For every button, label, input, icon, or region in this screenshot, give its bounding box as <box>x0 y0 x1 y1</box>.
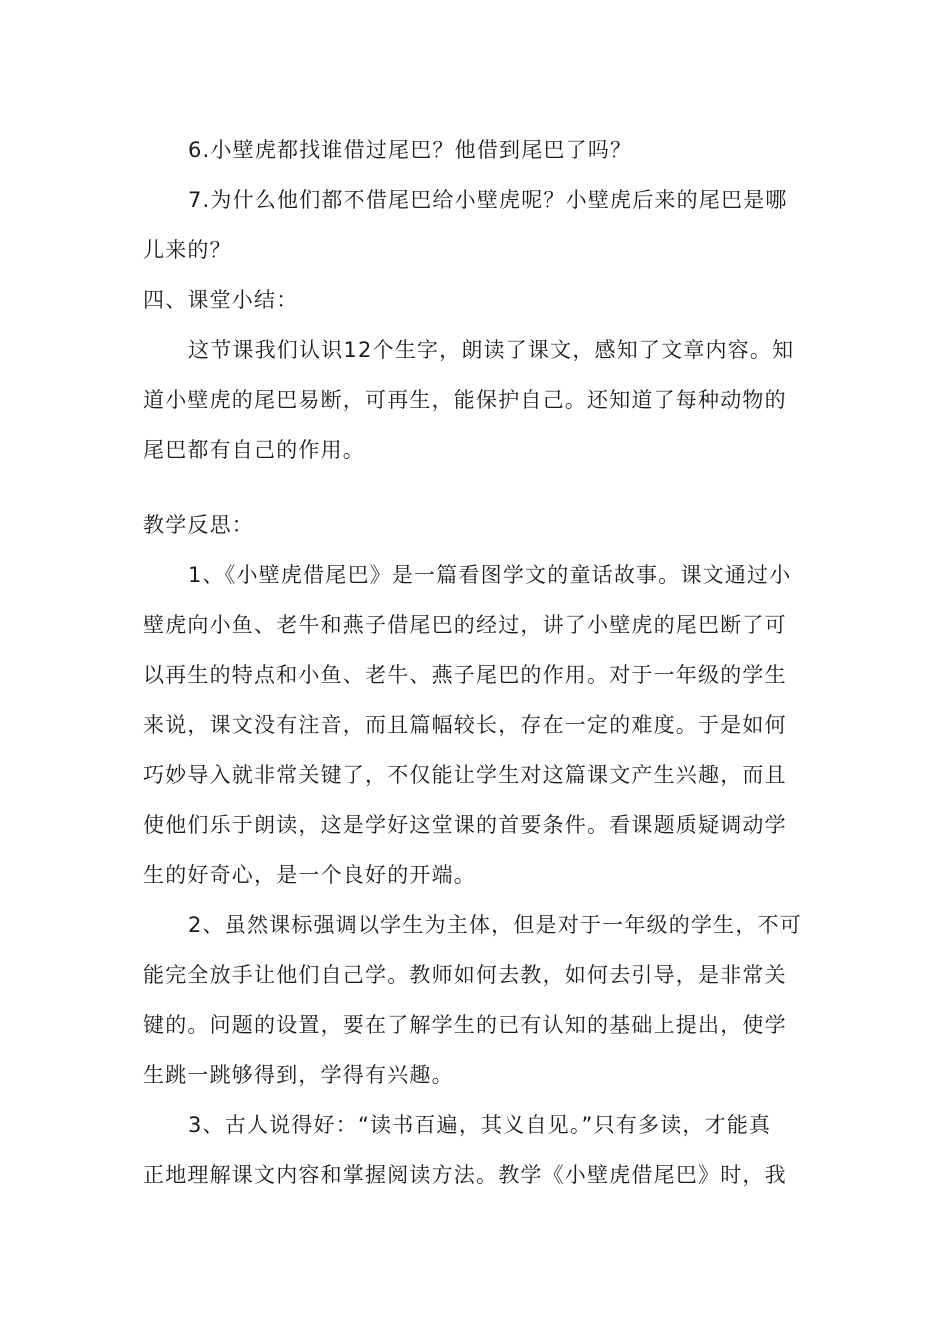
reflection-1-line-3: 以再生的特点和小鱼、老牛、燕子尾巴的作用。对于一年级的学生 <box>143 663 787 687</box>
reflection-1-line-5: 巧妙导入就非常关键了，不仅能让学生对这篇课文产生兴趣，而且 <box>143 763 787 787</box>
question-6: 6.小壁虎都找谁借过尾巴？他借到尾巴了吗？ <box>188 138 633 162</box>
section-heading-reflection: 教学反思： <box>143 513 254 537</box>
reflection-1-line-7: 生的好奇心，是一个良好的开端。 <box>143 863 476 887</box>
reflection-1-line-6: 使他们乐于朗读，这是学好这堂课的首要条件。看课题质疑调动学 <box>143 813 787 837</box>
reflection-2-line-4: 生跳一跳够得到，学得有兴趣。 <box>143 1063 454 1087</box>
reflection-1-line-4: 来说，课文没有注音，而且篇幅较长，存在一定的难度。于是如何 <box>143 713 787 737</box>
question-7-line-2: 儿来的？ <box>143 238 232 262</box>
reflection-2-line-2: 能完全放手让他们自己学。教师如何去教，如何去引导，是非常关 <box>143 963 787 987</box>
question-7-line-1: 7.为什么他们都不借尾巴给小壁虎呢？小壁虎后来的尾巴是哪 <box>188 188 788 212</box>
summary-line-1: 这节课我们认识12个生字，朗读了课文，感知了文章内容。知 <box>188 338 795 362</box>
reflection-3-line-2: 正地理解课文内容和掌握阅读方法。教学《小壁虎借尾巴》时，我 <box>143 1163 787 1187</box>
reflection-2-line-1: 2、虽然课标强调以学生为主体，但是对于一年级的学生，不可 <box>188 913 802 937</box>
reflection-1-line-2: 壁虎向小鱼、老牛和燕子借尾巴的经过，讲了小壁虎的尾巴断了可 <box>143 613 787 637</box>
summary-line-2: 道小壁虎的尾巴易断，可再生，能保护自己。还知道了每种动物的 <box>143 388 787 412</box>
summary-line-3: 尾巴都有自己的作用。 <box>143 438 365 462</box>
reflection-1-line-1: 1、《小壁虎借尾巴》是一篇看图学文的童话故事。课文通过小 <box>188 563 792 587</box>
section-heading-summary: 四、课堂小结： <box>143 288 299 312</box>
reflection-2-line-3: 键的。问题的设置，要在了解学生的已有认知的基础上提出，使学 <box>143 1013 787 1037</box>
reflection-3-line-1: 3、古人说得好：“读书百遍，其义自见。”只有多读，才能真 <box>188 1113 772 1137</box>
